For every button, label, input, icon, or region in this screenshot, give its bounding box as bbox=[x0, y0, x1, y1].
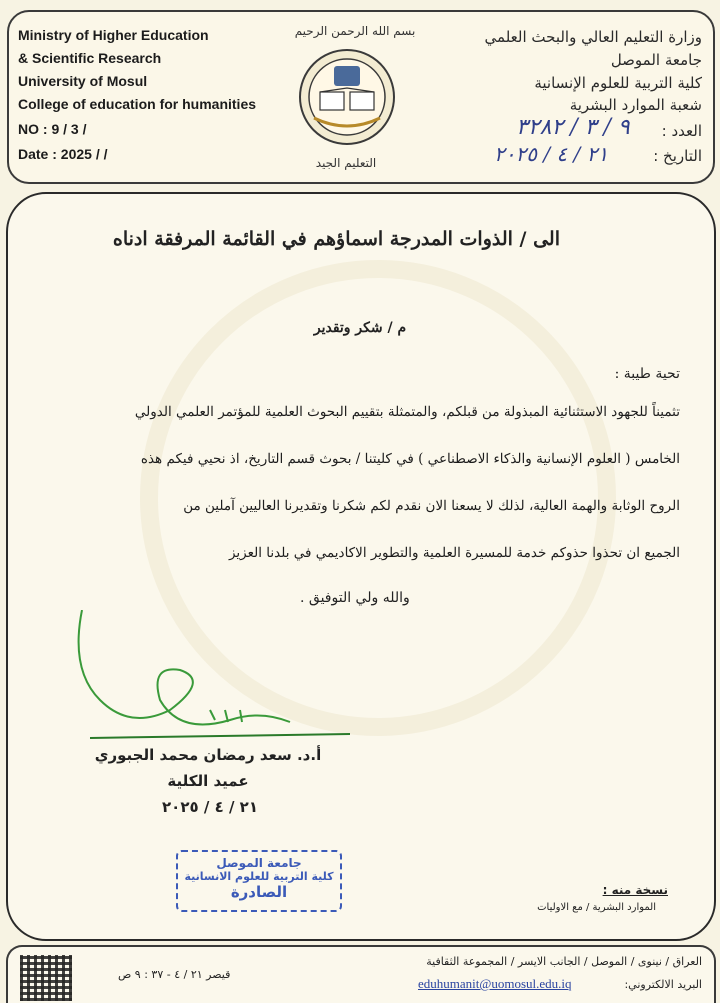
logo-caption: التعليم الجيد bbox=[315, 156, 377, 170]
issued-stamp bbox=[176, 850, 342, 912]
university-seal bbox=[298, 48, 396, 146]
ministry-en-2: & Scientific Research bbox=[18, 50, 162, 66]
address: العراق / نينوى / الموصل / الجانب الايسر / المجموعة الثقافية bbox=[426, 955, 702, 968]
university-ar: جامعة الموصل bbox=[610, 51, 702, 69]
signer-title: عميد الكلية bbox=[167, 772, 249, 790]
ministry-ar: وزارة التعليم العالي والبحث العلمي bbox=[484, 28, 702, 46]
paragraph-line: الجميع ان تحذوا حذوكم خدمة للمسيرة العلمية والتطوير الاكاديمي في بلدنا العزيز bbox=[228, 545, 680, 561]
closing: والله ولي التوفيق . bbox=[300, 590, 410, 606]
handwritten-signature bbox=[60, 610, 370, 750]
paragraph-line: تثميناً للجهود الاستثنائية المبذولة من قبلكم، والمتمثلة بتقييم البحوث العلمية للمؤتمر العلمي الدولي bbox=[134, 404, 680, 420]
college-en: College of education for humanities bbox=[18, 96, 257, 112]
footer bbox=[6, 945, 716, 1003]
receipt-stamp: قيصر ٢١ / ٤ - ٣٧ : ٩ ص bbox=[118, 968, 231, 981]
sign-date: ٢١ / ٤ / ٢٠٢٥ bbox=[162, 798, 258, 816]
paragraph-line: الروح الوثابة والهمة العالية، لذلك لا يسعنا الان نقدم لكم شكرنا وتقديرنا العاليين آملين من bbox=[183, 498, 680, 514]
copy-label: نسخة منه : bbox=[602, 883, 668, 897]
date-value: ٢١ / ٤ / ٢٠٢٥ bbox=[494, 142, 609, 166]
ref-number-en: NO : 9 / 3 / bbox=[18, 121, 87, 137]
signer-name: أ.د. سعد رمضان محمد الجبوري bbox=[94, 746, 322, 764]
greeting: تحية طيبة : bbox=[614, 366, 680, 382]
stamp-college: كلية التربية للعلوم الانسانية bbox=[184, 870, 334, 883]
paragraph-line: الخامس ( العلوم الإنسانية والذكاء الاصطناعي ) في كليتنا / بحوث قسم التاريخ، اذ نحيي فيكم هذه bbox=[140, 451, 680, 467]
stamp-issued: الصادرة bbox=[230, 883, 288, 901]
email-link[interactable]: eduhumanit@uomosul.edu.iq bbox=[418, 976, 572, 991]
recipients-line: الى / الذوات المدرجة اسماؤهم في القائمة المرفقة ادناه bbox=[112, 228, 560, 250]
letter-subject: م / شكر وتقدير bbox=[313, 320, 407, 336]
college-ar: كلية التربية للعلوم الإنسانية bbox=[534, 74, 702, 92]
department-ar: شعبة الموارد البشرية bbox=[569, 96, 702, 114]
date-label: التاريخ : bbox=[653, 147, 702, 165]
ref-number-value: ٩ / ٣ / ٣٢٨٢ bbox=[516, 115, 630, 140]
email-label: البريد الالكتروني: bbox=[624, 978, 702, 991]
stamp-university: جامعة الموصل bbox=[216, 856, 302, 870]
ministry-en: Ministry of Higher Education bbox=[18, 27, 209, 43]
date-en: Date : 2025 / / bbox=[18, 146, 108, 162]
ref-number-label: العدد : bbox=[661, 122, 702, 140]
university-en: University of Mosul bbox=[18, 73, 148, 89]
qr-code bbox=[20, 955, 72, 1001]
basmala: بسم الله الرحمن الرحيم bbox=[294, 24, 416, 38]
copy-item: الموارد البشرية / مع الاوليات bbox=[537, 902, 656, 913]
